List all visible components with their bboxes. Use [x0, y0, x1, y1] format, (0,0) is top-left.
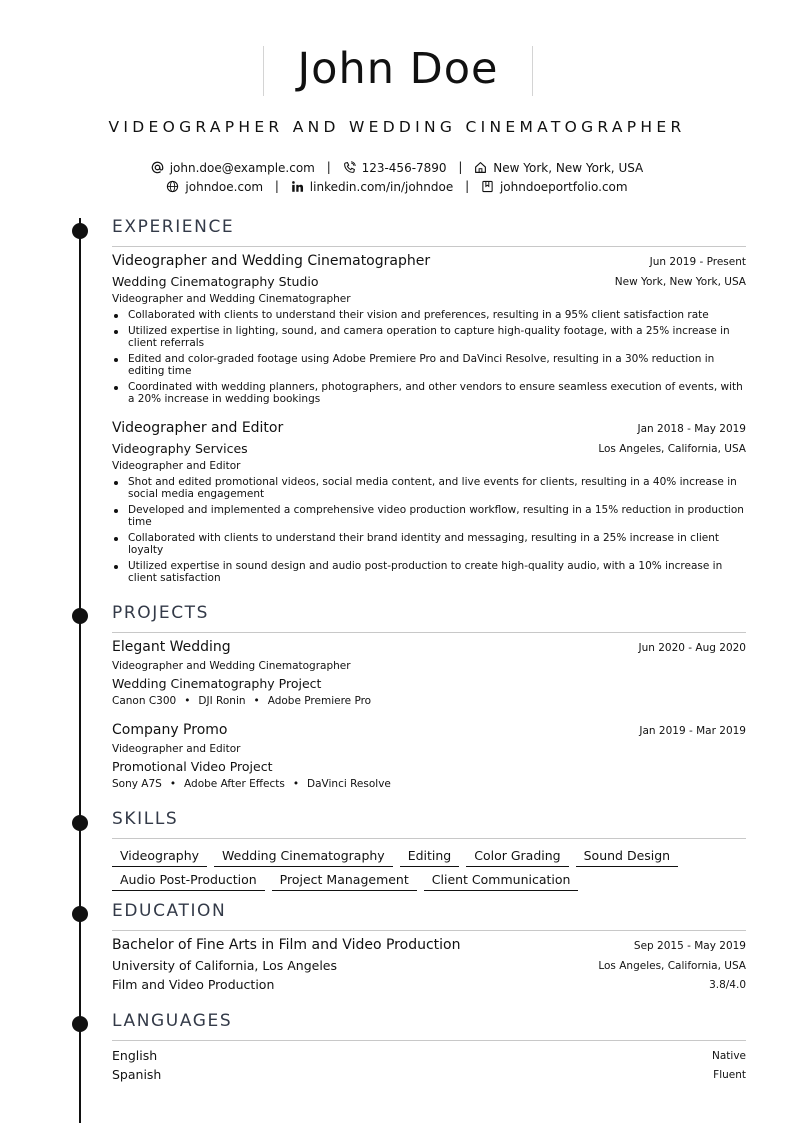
education-dates: Sep 2015 - May 2019	[633, 940, 746, 952]
project-tech-2	[112, 778, 391, 790]
job-role: Videographer and Editor	[112, 460, 241, 472]
job-dates: Jan 2018 - May 2019	[637, 423, 746, 435]
project-title: Elegant Wedding	[112, 639, 231, 655]
section-title-skills: SKILLS	[112, 809, 179, 829]
experience-bullets-2	[112, 476, 746, 588]
section-title-experience: EXPERIENCE	[112, 217, 235, 237]
contact-line-2	[0, 179, 794, 194]
globe-icon	[166, 180, 179, 193]
location-item	[474, 161, 643, 175]
home-icon	[474, 161, 487, 174]
bullet-item: Coordinated with wedding planners, photographers, and other vendors to ensure seamless execution of events, with a 20% increase in wedding bookings	[112, 381, 746, 405]
timeline-dot-education	[72, 906, 88, 922]
field-of-study: Film and Video Production	[112, 977, 275, 992]
headline: VIDEOGRAPHER AND WEDDING CINEMATOGRAPHER	[108, 118, 686, 136]
separator: |	[465, 179, 470, 193]
skill-tag: Editing	[400, 848, 460, 867]
project-dates: Jan 2019 - Mar 2019	[639, 725, 746, 737]
project-subtitle: Wedding Cinematography Project	[112, 676, 322, 691]
school-name: University of California, Los Angeles	[112, 958, 338, 973]
tech-item: DJI Ronin	[198, 695, 246, 707]
bullet-item: Utilized expertise in lighting, sound, and camera operation to capture high-quality footage, with a 25% increase in client referrals	[112, 325, 746, 349]
language-name: Spanish	[112, 1067, 162, 1082]
timeline-dot-experience	[72, 223, 88, 239]
skills-list	[112, 845, 746, 893]
section-title-education: EDUCATION	[112, 901, 227, 921]
tech-item: Adobe After Effects	[184, 778, 285, 790]
website-text: johndoe.com	[185, 179, 264, 194]
skill-tag: Audio Post-Production	[112, 872, 265, 891]
timeline-line	[79, 218, 81, 1123]
section-rule	[112, 930, 746, 931]
tech-item: Adobe Premiere Pro	[267, 695, 372, 707]
project-tech-1	[112, 695, 371, 707]
gpa: 3.8/4.0	[709, 979, 746, 991]
project-dates: Jun 2020 - Aug 2020	[638, 642, 746, 654]
skill-tag: Project Management	[272, 872, 417, 891]
at-icon	[151, 161, 164, 174]
phone-text: 123-456-7890	[361, 160, 447, 175]
experience-bullets-1	[112, 309, 746, 409]
location-text: New York, New York, USA	[493, 160, 644, 175]
timeline-dot-skills	[72, 815, 88, 831]
separator: |	[458, 160, 463, 174]
company-name: Wedding Cinematography Studio	[112, 274, 319, 289]
section-rule	[112, 246, 746, 247]
company-location: New York, New York, USA	[614, 276, 746, 288]
degree: Bachelor of Fine Arts in Film and Video Production	[112, 937, 461, 953]
job-role: Videographer and Wedding Cinematographer	[112, 293, 351, 305]
skill-tag: Color Grading	[466, 848, 568, 867]
skill-tag: Videography	[112, 848, 207, 867]
section-title-projects: PROJECTS	[112, 603, 210, 623]
skill-tag: Wedding Cinematography	[214, 848, 393, 867]
tech-bullet: •	[184, 695, 191, 707]
bookmark-icon	[481, 180, 494, 193]
bullet-item: Collaborated with clients to understand their vision and preferences, resulting in a 95% client satisfaction rate	[112, 309, 746, 321]
linkedin-text: linkedin.com/in/johndoe	[309, 179, 454, 194]
separator: |	[326, 160, 331, 174]
project-role: Videographer and Wedding Cinematographer	[112, 660, 351, 672]
bullet-item: Utilized expertise in sound design and audio post-production to create high-quality audio, with a 10% increase in client satisfaction	[112, 560, 746, 584]
company-location: Los Angeles, California, USA	[598, 443, 746, 455]
project-title: Company Promo	[112, 722, 228, 738]
portfolio-text: johndoeportfolio.com	[499, 179, 628, 194]
phone-item[interactable]	[343, 161, 447, 175]
bullet-item: Shot and edited promotional videos, social media content, and live events for clients, resulting in a 40% increase in social media engagement	[112, 476, 746, 500]
candidate-name: John Doe	[297, 44, 499, 94]
tech-item: Canon C300	[112, 695, 177, 707]
bullet-item: Collaborated with clients to understand their brand identity and messaging, resulting in a 25% increase in client loyalty	[112, 532, 746, 556]
tech-item: Sony A7S	[112, 778, 162, 790]
project-role: Videographer and Editor	[112, 743, 241, 755]
section-title-languages: LANGUAGES	[112, 1011, 233, 1031]
project-subtitle: Promotional Video Project	[112, 759, 273, 774]
job-title: Videographer and Wedding Cinematographer	[112, 253, 431, 269]
portfolio-item[interactable]	[481, 180, 628, 194]
language-name: English	[112, 1048, 158, 1063]
job-dates: Jun 2019 - Present	[649, 256, 746, 268]
section-rule	[112, 838, 746, 839]
bullet-item: Developed and implemented a comprehensive video production workflow, resulting in a 15% reduction in production time	[112, 504, 746, 528]
company-name: Videography Services	[112, 441, 248, 456]
tech-bullet: •	[253, 695, 260, 707]
name-frame	[263, 46, 533, 96]
email-item[interactable]	[151, 161, 315, 175]
separator: |	[274, 179, 279, 193]
school-location: Los Angeles, California, USA	[598, 960, 746, 972]
section-rule	[112, 632, 746, 633]
tech-item: DaVinci Resolve	[307, 778, 391, 790]
job-title: Videographer and Editor	[112, 420, 284, 436]
email-text: john.doe@example.com	[169, 160, 315, 175]
timeline-dot-languages	[72, 1016, 88, 1032]
contact-line-1	[0, 160, 794, 175]
section-rule	[112, 1040, 746, 1041]
skill-tag: Sound Design	[576, 848, 679, 867]
language-level: Fluent	[713, 1069, 746, 1081]
language-level: Native	[712, 1050, 746, 1062]
timeline-dot-projects	[72, 608, 88, 624]
tech-bullet: •	[292, 778, 300, 790]
tech-bullet: •	[169, 778, 177, 790]
linkedin-icon	[291, 180, 304, 193]
phone-icon	[343, 161, 356, 174]
bullet-item: Edited and color-graded footage using Adobe Premiere Pro and DaVinci Resolve, resulting in a 30% reduction in editing time	[112, 353, 746, 377]
linkedin-item[interactable]	[291, 180, 453, 194]
website-item[interactable]	[166, 180, 263, 194]
skill-tag: Client Communication	[424, 872, 579, 891]
